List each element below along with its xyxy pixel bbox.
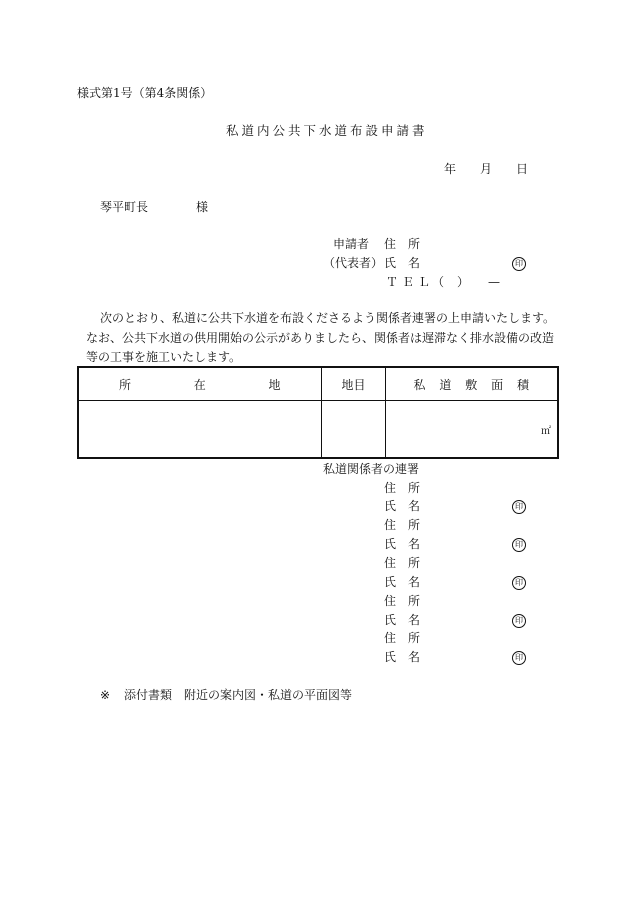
cosigner-name-label: 氏 名 bbox=[384, 650, 421, 664]
attachments-items: 附近の案内図・私道の平面図等 bbox=[184, 688, 353, 702]
date-year: 年 bbox=[444, 162, 457, 176]
cosigner-address-label: 住 所 bbox=[384, 481, 421, 495]
header-private-road-area: 私 道 敷 面 積 bbox=[385, 367, 558, 401]
body-text-line-2: なお、公共下水道の供用開始の公示がありましたら、関係者は遅滞なく排水設備の改造 bbox=[86, 331, 555, 345]
cosigner-address-label: 住 所 bbox=[384, 631, 421, 645]
date-month: 月 bbox=[480, 162, 493, 176]
cosigner-seal-icon: 印 bbox=[512, 498, 526, 514]
applicant-tel-paren-open: （ bbox=[432, 275, 445, 289]
area-unit: ㎡ bbox=[541, 425, 551, 437]
applicant-seal-icon: 印 bbox=[512, 255, 526, 271]
applicant-name-label: 氏 名 bbox=[384, 256, 421, 270]
cosigner-address-label: 住 所 bbox=[384, 518, 421, 532]
body-text-line-1: 次のとおり、私道に公共下水道を布設くださるよう関係者連署の上申請いたします。 bbox=[100, 311, 556, 325]
addressee-honorific: 様 bbox=[196, 200, 209, 214]
cosigner-address-label: 住 所 bbox=[384, 594, 421, 608]
cosigner-seal-icon: 印 bbox=[512, 649, 526, 665]
cosigner-address-label: 住 所 bbox=[384, 556, 421, 570]
date-day: 日 bbox=[516, 162, 529, 176]
cosigners-heading: 私道関係者の連署 bbox=[323, 462, 420, 476]
form-number: 様式第1号（第4条関係） bbox=[77, 86, 213, 100]
application-table bbox=[77, 366, 559, 459]
applicant-address-label: 住 所 bbox=[384, 237, 421, 251]
applicant-role-sub: （代表者） bbox=[323, 256, 384, 270]
cosigner-seal-icon: 印 bbox=[512, 612, 526, 628]
cosigner-seal-icon: 印 bbox=[512, 574, 526, 590]
cell-private-road-area[interactable] bbox=[385, 401, 558, 459]
attachments-label: 添付書類 bbox=[124, 688, 173, 702]
cosigner-name-label: 氏 名 bbox=[384, 613, 421, 627]
attachments-mark: ※ bbox=[100, 688, 111, 702]
applicant-tel-dash: — bbox=[488, 275, 500, 289]
cosigner-name-label: 氏 名 bbox=[384, 537, 421, 551]
applicant-role: 申請者 bbox=[333, 237, 370, 251]
document-title: 私道内公共下水道布設申請書 bbox=[226, 123, 428, 138]
applicant-tel-paren-close: ） bbox=[457, 275, 470, 289]
cosigner-seal-icon: 印 bbox=[512, 536, 526, 552]
applicant-tel-label: ＴＥＬ bbox=[386, 275, 435, 289]
header-location: 所 在 地 bbox=[78, 367, 321, 401]
cosigner-name-label: 氏 名 bbox=[384, 575, 421, 589]
addressee-name: 琴平町長 bbox=[100, 200, 149, 214]
body-text-line-3: 等の工事を施工いたします。 bbox=[86, 350, 242, 364]
cell-land-category[interactable] bbox=[321, 401, 385, 459]
header-land-category: 地 目 bbox=[321, 367, 385, 401]
cosigner-name-label: 氏 名 bbox=[384, 499, 421, 513]
cell-location[interactable] bbox=[78, 401, 321, 459]
